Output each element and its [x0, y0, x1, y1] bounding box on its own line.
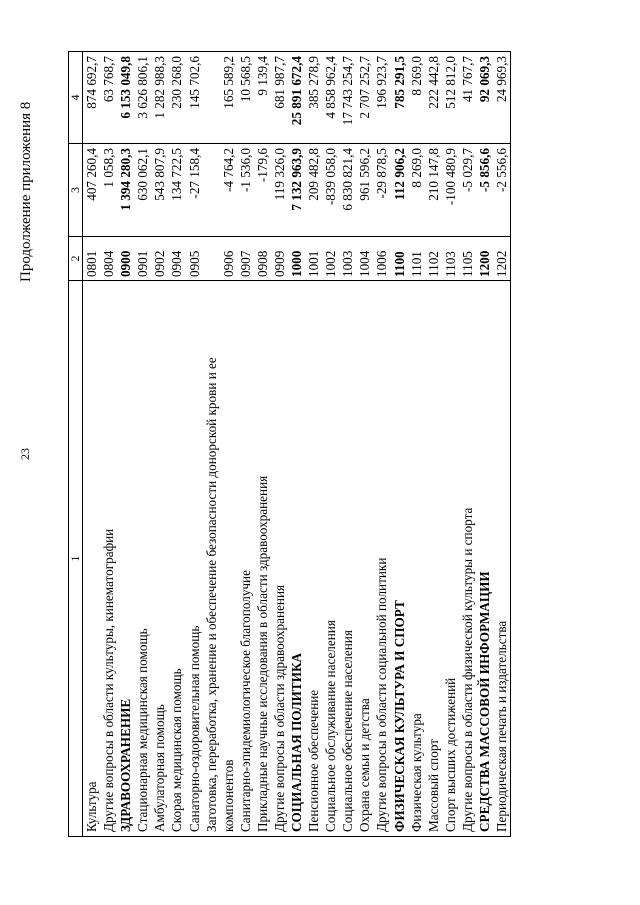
table-row: [373, 52, 390, 837]
row-name-cell: Спорт высших достижений: [442, 281, 459, 837]
row-name-cell: Охрана семьи и детства: [356, 281, 373, 837]
row-name-cell: СОЦИАЛЬНАЯ ПОЛИТИКА: [288, 281, 305, 837]
row-value-col3-cell: 8 269,0: [408, 144, 425, 237]
row-code-cell: 1002: [322, 237, 339, 281]
row-code-cell: 1105: [459, 237, 476, 281]
row-code-cell: 0901: [134, 237, 151, 281]
row-value-col3-cell: 112 906,2: [391, 144, 408, 237]
row-code-cell: 1101: [408, 237, 425, 281]
table-row: [117, 52, 134, 837]
row-code-cell: 0804: [100, 237, 117, 281]
row-value-col4-cell: 1 282 988,3: [151, 52, 168, 144]
row-value-col3-cell: 7 132 963,9: [288, 144, 305, 237]
row-name-cell: Другие вопросы в области здравоохранения: [271, 281, 288, 837]
table-row: [339, 52, 356, 837]
row-name-cell: Периодическая печать и издательства: [493, 281, 511, 837]
table-row: [305, 52, 322, 837]
row-name-cell: Социальное обслуживание населения: [322, 281, 339, 837]
row-name-cell: Другие вопросы в области культуры, кинематографии: [100, 281, 117, 837]
row-value-col4-cell: 385 278,9: [305, 52, 322, 144]
table-row: [356, 52, 373, 837]
row-name-cell: Амбулаторная помощь: [151, 281, 168, 837]
row-code-cell: 1006: [373, 237, 390, 281]
row-value-col3-cell: 210 147,8: [425, 144, 442, 237]
table-row: [322, 52, 339, 837]
table-row: [476, 52, 493, 837]
table-row: [237, 52, 254, 837]
row-code-cell: 1102: [425, 237, 442, 281]
row-name-cell: Пенсионное обеспечение: [305, 281, 322, 837]
table-row: [425, 52, 442, 837]
table-row: [186, 52, 203, 837]
row-name-cell: Заготовка, переработка, хранение и обеспечение безопасности донорской крови и ее компонентов: [203, 281, 237, 837]
row-name-cell: Другие вопросы в области социальной политики: [373, 281, 390, 837]
table-row: [459, 52, 476, 837]
column-header-1: 1: [69, 281, 83, 837]
row-code-cell: 0908: [254, 237, 271, 281]
row-code-cell: 0801: [83, 237, 101, 281]
table-row: [134, 52, 151, 837]
row-code-cell: 1202: [493, 237, 511, 281]
row-value-col4-cell: 512 812,0: [442, 52, 459, 144]
row-value-col4-cell: 92 069,3: [476, 52, 493, 144]
table-row: [271, 52, 288, 837]
row-name-cell: Санитарно-эпидемиологическое благополучие: [237, 281, 254, 837]
row-value-col4-cell: 41 767,7: [459, 52, 476, 144]
table-body: [83, 52, 511, 837]
row-value-col4-cell: 196 923,7: [373, 52, 390, 144]
row-code-cell: 1103: [442, 237, 459, 281]
row-value-col4-cell: 17 743 254,7: [339, 52, 356, 144]
table-row: [288, 52, 305, 837]
row-value-col3-cell: 119 326,0: [271, 144, 288, 237]
table-row: [100, 52, 117, 837]
row-value-col4-cell: 2 707 252,7: [356, 52, 373, 144]
row-name-cell: Физическая культура: [408, 281, 425, 837]
row-value-col4-cell: 165 589,2: [203, 52, 237, 144]
row-value-col4-cell: 63 768,7: [100, 52, 117, 144]
table-row: [493, 52, 511, 837]
row-value-col3-cell: -839 058,0: [322, 144, 339, 237]
row-value-col4-cell: 230 268,0: [168, 52, 185, 144]
row-code-cell: 0905: [186, 237, 203, 281]
row-value-col4-cell: 222 442,8: [425, 52, 442, 144]
row-name-cell: Прикладные научные исследования в области здравоохранения: [254, 281, 271, 837]
row-name-cell: Культура: [83, 281, 101, 837]
row-value-col3-cell: 543 807,9: [151, 144, 168, 237]
budget-table: [68, 51, 511, 837]
row-name-cell: Другие вопросы в области физической культуры и спорта: [459, 281, 476, 837]
row-value-col4-cell: 10 568,5: [237, 52, 254, 144]
row-value-col3-cell: -5 029,7: [459, 144, 476, 237]
page-number: 23: [18, 448, 32, 460]
row-name-cell: ЗДРАВООХРАНЕНИЕ: [117, 281, 134, 837]
row-value-col3-cell: -100 480,9: [442, 144, 459, 237]
row-name-cell: СРЕДСТВА МАССОВОЙ ИНФОРМАЦИИ: [476, 281, 493, 837]
row-value-col3-cell: 1 058,3: [100, 144, 117, 237]
row-value-col3-cell: 6 830 821,4: [339, 144, 356, 237]
row-code-cell: 1001: [305, 237, 322, 281]
row-value-col4-cell: 6 153 049,8: [117, 52, 134, 144]
row-value-col3-cell: 407 260,4: [83, 144, 101, 237]
row-value-col3-cell: 961 596,2: [356, 144, 373, 237]
row-value-col4-cell: 9 139,4: [254, 52, 271, 144]
row-name-cell: Массовый спорт: [425, 281, 442, 837]
row-value-col4-cell: 3 626 806,1: [134, 52, 151, 144]
row-value-col4-cell: 874 692,7: [83, 52, 101, 144]
column-header-3: 3: [69, 144, 83, 237]
row-value-col4-cell: 8 269,0: [408, 52, 425, 144]
column-header-4: 4: [69, 52, 83, 144]
row-code-cell: 1004: [356, 237, 373, 281]
row-value-col4-cell: 785 291,5: [391, 52, 408, 144]
row-value-col3-cell: 209 482,8: [305, 144, 322, 237]
table-row: [83, 52, 101, 837]
row-value-col3-cell: 134 722,5: [168, 144, 185, 237]
row-value-col3-cell: -27 158,4: [186, 144, 203, 237]
row-value-col3-cell: -5 856,6: [476, 144, 493, 237]
row-value-col3-cell: -2 556,6: [493, 144, 511, 237]
row-code-cell: 1003: [339, 237, 356, 281]
row-value-col3-cell: -4 764,2: [203, 144, 237, 237]
row-value-col4-cell: 681 987,7: [271, 52, 288, 144]
row-value-col4-cell: 24 969,3: [493, 52, 511, 144]
table-row: [203, 52, 237, 837]
row-value-col3-cell: -1 536,0: [237, 144, 254, 237]
row-code-cell: 0907: [237, 237, 254, 281]
row-value-col3-cell: -29 878,5: [373, 144, 390, 237]
row-code-cell: 0902: [151, 237, 168, 281]
row-code-cell: 0900: [117, 237, 134, 281]
row-name-cell: Социальное обеспечение населения: [339, 281, 356, 837]
row-code-cell: 1100: [391, 237, 408, 281]
table-row: [254, 52, 271, 837]
table-row: [151, 52, 168, 837]
table-row: [408, 52, 425, 837]
row-value-col3-cell: 630 062,1: [134, 144, 151, 237]
row-code-cell: 0909: [271, 237, 288, 281]
table-row: [442, 52, 459, 837]
row-value-col3-cell: 1 394 280,3: [117, 144, 134, 237]
row-name-cell: Санаторно-оздоровительная помощь: [186, 281, 203, 837]
row-code-cell: 1200: [476, 237, 493, 281]
table-row: [391, 52, 408, 837]
row-code-cell: 0906: [203, 237, 237, 281]
row-name-cell: Стационарная медицинская помощь: [134, 281, 151, 837]
row-name-cell: Скорая медицинская помощь: [168, 281, 185, 837]
row-code-cell: 0904: [168, 237, 185, 281]
column-header-2: 2: [69, 237, 83, 281]
row-value-col4-cell: 145 702,6: [186, 52, 203, 144]
row-value-col4-cell: 4 858 962,4: [322, 52, 339, 144]
table-row: [168, 52, 185, 837]
row-value-col3-cell: -179,6: [254, 144, 271, 237]
row-code-cell: 1000: [288, 237, 305, 281]
table-header-row: [69, 52, 83, 837]
row-name-cell: ФИЗИЧЕСКАЯ КУЛЬТУРА И СПОРТ: [391, 281, 408, 837]
row-value-col4-cell: 25 891 672,4: [288, 52, 305, 144]
page-header: Продолжение приложения 8: [18, 101, 34, 282]
